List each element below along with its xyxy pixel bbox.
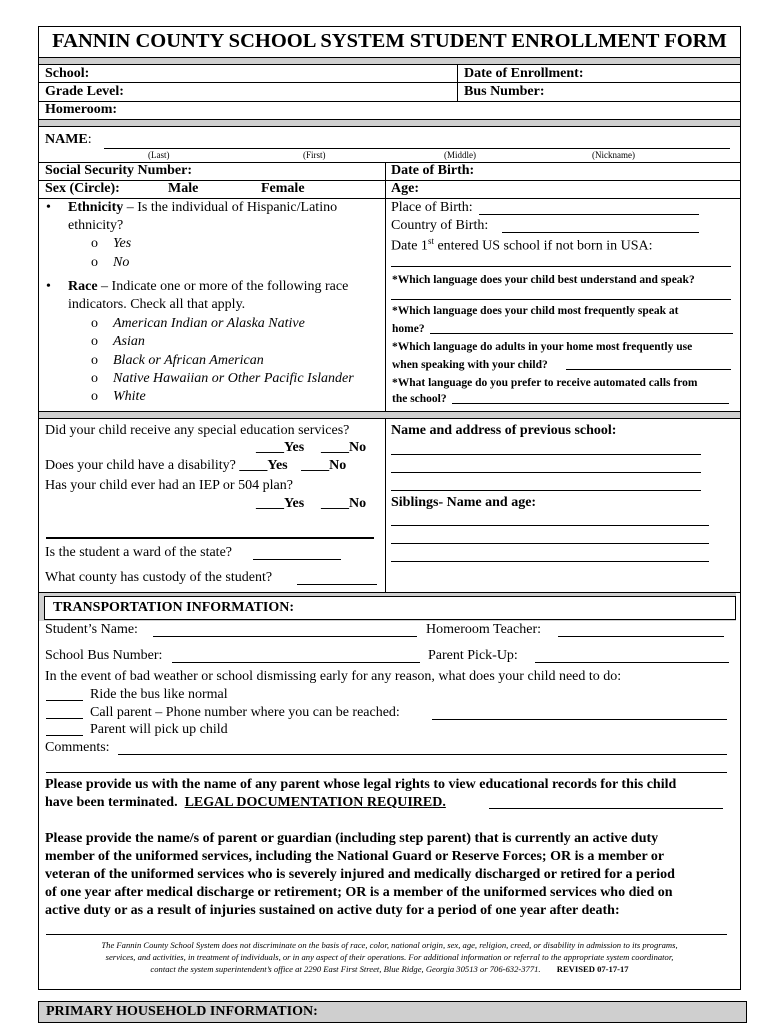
race-checkbox[interactable]: o	[91, 353, 98, 368]
language-question-4b: the school?	[392, 393, 447, 405]
place-of-birth-input[interactable]	[479, 214, 699, 215]
form-title: FANNIN COUNTY SCHOOL SYSTEM STUDENT ENROLLMENT FORM	[52, 30, 727, 52]
divider	[457, 64, 458, 102]
race-option: White	[113, 389, 146, 404]
comments-input[interactable]	[118, 754, 727, 755]
race-text-2: indicators. Check all that apply.	[68, 297, 246, 312]
siblings-input[interactable]	[391, 525, 709, 526]
previous-school-input[interactable]	[391, 490, 701, 491]
race-checkbox[interactable]: o	[91, 316, 98, 331]
student-name-input[interactable]	[153, 636, 417, 637]
name-row	[45, 132, 92, 148]
place-of-birth-label: Place of Birth:	[391, 200, 473, 215]
parent-phone-input[interactable]	[432, 719, 727, 720]
divider	[38, 180, 741, 181]
iep-no[interactable]: ____No	[321, 496, 367, 511]
name-nickname-caption: (Nickname)	[592, 150, 635, 160]
disclaimer-line-3	[40, 964, 739, 975]
legal-doc-required: LEGAL DOCUMENTATION REQUIRED.	[184, 795, 446, 810]
ethnicity-yes-label: Yes	[113, 236, 132, 251]
previous-school-label: Name and address of previous school:	[391, 423, 617, 438]
homeroom-label[interactable]: Homeroom:	[45, 102, 118, 117]
name-input-line[interactable]	[104, 148, 730, 149]
previous-school-input[interactable]	[391, 454, 701, 455]
terminated-rights-lead: have been terminated.	[45, 795, 178, 810]
bus-number-transport-input[interactable]	[172, 662, 420, 663]
language-question-2b: home?	[392, 323, 425, 335]
sped-question: Did your child receive any special education services?	[45, 423, 350, 438]
date-first-us-text: Date 1	[391, 238, 428, 254]
race-question	[68, 279, 348, 295]
divider	[38, 101, 741, 102]
homeroom-teacher-label: Homeroom Teacher:	[426, 622, 541, 637]
language-input-3[interactable]	[566, 369, 731, 370]
military-text-3: veteran of the uniformed services who is severely injured and medically discharged or retired for a period	[45, 867, 675, 882]
ethnicity-yes-checkbox[interactable]: o	[91, 236, 98, 251]
language-question-2: *Which language does your child most frequently speak at	[392, 305, 679, 317]
bullet: •	[46, 200, 51, 215]
country-of-birth-input[interactable]	[502, 232, 699, 233]
ethnicity-title: Ethnicity	[68, 200, 124, 215]
household-heading: PRIMARY HOUSEHOLD INFORMATION:	[46, 1004, 318, 1019]
language-question-3b: when speaking with your child?	[392, 359, 548, 371]
divider	[385, 162, 386, 411]
iep-question: Has your child ever had an IEP or 504 plan?	[45, 478, 293, 493]
siblings-input[interactable]	[391, 543, 709, 544]
disclaimer-text: contact the system superintendent’s office at 2290 East First Street, Blue Ridge, Georgia 30513 or 706-632-3771.	[150, 964, 541, 974]
comments-input[interactable]	[46, 772, 727, 773]
ethnicity-text-2: ethnicity?	[68, 218, 124, 233]
date-of-enrollment-label[interactable]: Date of Enrollment:	[464, 66, 584, 81]
option-ride-bus: Ride the bus like normal	[90, 687, 228, 702]
military-text-2: member of the uniformed services, including the National Guard or Reserve Forces; OR is a member or	[45, 849, 665, 864]
race-title: Race	[68, 279, 98, 294]
ward-text: Is the student a ward of the state?	[45, 545, 232, 560]
military-input[interactable]	[46, 934, 727, 935]
date-first-us-text-2: entered US school if not born in USA:	[433, 238, 653, 254]
option-blank[interactable]	[46, 735, 83, 736]
age-label[interactable]: Age:	[391, 181, 419, 196]
language-input-4[interactable]	[452, 403, 729, 404]
sped-yes[interactable]: ____Yes	[256, 440, 305, 455]
language-question-4: *What language do you prefer to receive automated calls from	[392, 377, 698, 389]
divider	[38, 198, 741, 199]
military-text-1: Please provide the name/s of parent or guardian (including step parent) that is currently an active duty	[45, 831, 659, 846]
language-input-1[interactable]	[391, 299, 731, 300]
option-blank[interactable]	[46, 718, 83, 719]
divider	[38, 64, 741, 65]
sex-label: Sex (Circle):	[45, 181, 120, 196]
option-blank[interactable]	[46, 700, 83, 701]
ward-question	[45, 545, 232, 561]
option-call-parent: Call parent – Phone number where you can be reached:	[90, 705, 400, 720]
date-first-us-sup: st	[427, 236, 434, 246]
race-option: Asian	[113, 334, 145, 349]
siblings-label: Siblings- Name and age:	[391, 495, 537, 510]
name-middle-caption: (Middle)	[444, 150, 476, 160]
sex-male-option[interactable]: Male	[168, 181, 199, 196]
terminated-rights-text-2	[45, 795, 446, 811]
terminated-rights-input[interactable]	[489, 808, 723, 809]
disclaimer-line-2: services, and activities, in treatment of individuals, or in any aspect of their operations. For additional information or referral to the appropriate system coordinator,	[105, 952, 674, 962]
race-text: – Indicate one or more of the following race	[97, 279, 349, 294]
student-name-label: Student’s Name:	[45, 622, 138, 637]
race-option: American Indian or Alaska Native	[113, 316, 305, 331]
ethnicity-text: – Is the individual of Hispanic/Latino	[123, 200, 338, 215]
bus-number-label[interactable]: Bus Number:	[464, 84, 545, 99]
race-option: Black or African American	[113, 353, 264, 368]
siblings-input[interactable]	[391, 561, 709, 562]
disclaimer-line-1: The Fannin County School System does not discriminate on the basis of race, color, national origin, sex, age, religion, creed, or disability in admission to its programs,	[101, 940, 678, 950]
divider	[38, 126, 741, 127]
military-text-5: active duty or as a result of injuries sustained on active duty for a period of one year after death:	[45, 903, 620, 918]
parent-pickup-label: Parent Pick-Up:	[428, 648, 518, 663]
ward-input[interactable]	[253, 559, 341, 560]
option-parent-pickup: Parent will pick up child	[90, 722, 228, 737]
race-checkbox[interactable]: o	[91, 334, 98, 349]
parent-pickup-input[interactable]	[535, 662, 729, 663]
divider	[46, 537, 374, 539]
date-first-us-label	[391, 236, 652, 255]
revised-date: REVISED 07-17-17	[556, 964, 629, 974]
name-last-caption: (Last)	[148, 150, 170, 160]
disability-question	[45, 458, 346, 474]
custody-question: What county has custody of the student?	[45, 570, 273, 585]
divider	[38, 82, 741, 83]
country-of-birth-label: Country of Birth:	[391, 218, 489, 233]
ethnicity-no-label: No	[113, 255, 130, 270]
sex-female-option[interactable]: Female	[261, 181, 305, 196]
divider	[38, 418, 741, 419]
name-colon: :	[87, 132, 92, 147]
previous-school-input[interactable]	[391, 472, 701, 473]
name-label: NAME	[45, 132, 88, 147]
military-text-4: of one year after medical discharge or retirement; OR is a member of the uniformed services who died on	[45, 885, 673, 900]
transportation-heading: TRANSPORTATION INFORMATION:	[53, 600, 295, 615]
language-question-3: *Which language do adults in your home most frequently use	[392, 341, 693, 353]
disability-yes[interactable]: ____Yes	[239, 458, 288, 473]
language-question-1: *Which language does your child best understand and speak?	[392, 274, 695, 286]
divider	[385, 418, 386, 592]
ethnicity-question	[68, 200, 337, 216]
ssn-label[interactable]: Social Security Number:	[45, 163, 192, 178]
terminated-rights-text: Please provide us with the name of any parent whose legal rights to view educational records for this child	[45, 777, 677, 792]
race-checkbox[interactable]: o	[91, 389, 98, 404]
disability-no[interactable]: ____No	[301, 458, 347, 473]
name-first-caption: (First)	[303, 150, 326, 160]
school-label[interactable]: School:	[45, 66, 90, 81]
bad-weather-question: In the event of bad weather or school dismissing early for any reason, what does your child need to do:	[45, 669, 622, 684]
bus-number-transport-label: School Bus Number:	[45, 648, 163, 663]
race-option: Native Hawaiian or Other Pacific Islander	[113, 371, 354, 386]
comments-label: Comments:	[45, 740, 110, 755]
language-input-2[interactable]	[430, 333, 733, 334]
ethnicity-no-checkbox[interactable]: o	[91, 255, 98, 270]
homeroom-teacher-input[interactable]	[558, 636, 724, 637]
dob-label[interactable]: Date of Birth:	[391, 163, 475, 178]
race-checkbox[interactable]: o	[91, 371, 98, 386]
sped-no[interactable]: ____No	[321, 440, 367, 455]
bullet: •	[46, 279, 51, 294]
iep-yes[interactable]: ____Yes	[256, 496, 305, 511]
date-first-us-input[interactable]	[391, 266, 731, 267]
custody-input[interactable]	[297, 584, 377, 585]
disability-text: Does your child have a disability?	[45, 458, 236, 473]
grade-level-label[interactable]: Grade Level:	[45, 84, 124, 99]
